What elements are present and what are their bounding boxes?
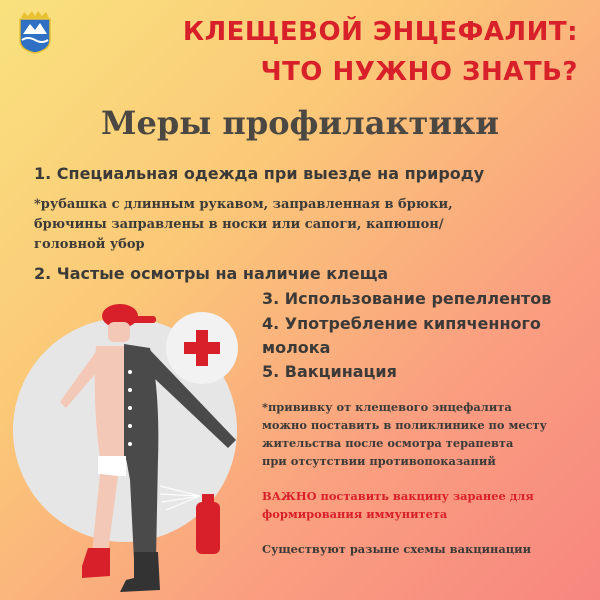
section-title: Меры профилактики <box>101 104 499 142</box>
coat-of-arms-icon <box>18 10 52 54</box>
vaccination-schemes: Существуют разыне схемы вакцинации <box>262 542 532 556</box>
measure-4 <box>262 314 541 358</box>
measure-1-note <box>34 195 453 255</box>
measure-3: 3. Использование репеллентов <box>262 289 552 308</box>
title-line-1: КЛЕЩЕВОЙ ЭНЦЕФАЛИТ: <box>182 17 578 47</box>
measure-1: 1. Специальная одежда при выезде на природу <box>34 164 485 183</box>
boot-shape <box>120 552 160 592</box>
measure-2: 2. Частые осмотры на наличие клеща <box>34 264 389 283</box>
measure-1-note-line-1: *рубашка с длинным рукавом, заправленная в брюки, <box>34 197 453 212</box>
underwear-shape <box>98 456 126 476</box>
measure-1-note-line-2: брючины заправлены в носки или сапоги, капюшон/ <box>34 217 444 232</box>
title-line-2: ЧТО НУЖНО ЗНАТЬ? <box>260 57 578 87</box>
vaccination-note-line-3: жительства после осмотра терапевта <box>262 436 514 450</box>
illustration-person <box>0 290 260 600</box>
measure-4-line-1: 4. Употребление кипяченного <box>262 314 541 333</box>
vaccination-note-line-4: при отсутствии противопоказаний <box>262 454 496 468</box>
head-shape <box>108 322 130 342</box>
measure-4-line-2: молока <box>262 338 331 357</box>
vaccination-important-line-1: ВАЖНО поставить вакцину заранее для <box>262 489 534 503</box>
measure-5: 5. Вакцинация <box>262 362 397 381</box>
page-title <box>108 12 578 92</box>
vaccination-note-line-2: можно поставить в поликлинике по месту <box>262 418 547 432</box>
vaccination-note-line-1: *прививку от клещевого энцефалита <box>262 400 512 414</box>
vaccination-note <box>262 398 547 470</box>
medical-cross-icon <box>166 312 238 384</box>
measure-1-note-line-3: головной убор <box>34 237 145 252</box>
sock-shape <box>82 548 110 578</box>
vaccination-important-line-2: формирования иммунитета <box>262 507 448 521</box>
vaccination-important <box>262 487 534 523</box>
